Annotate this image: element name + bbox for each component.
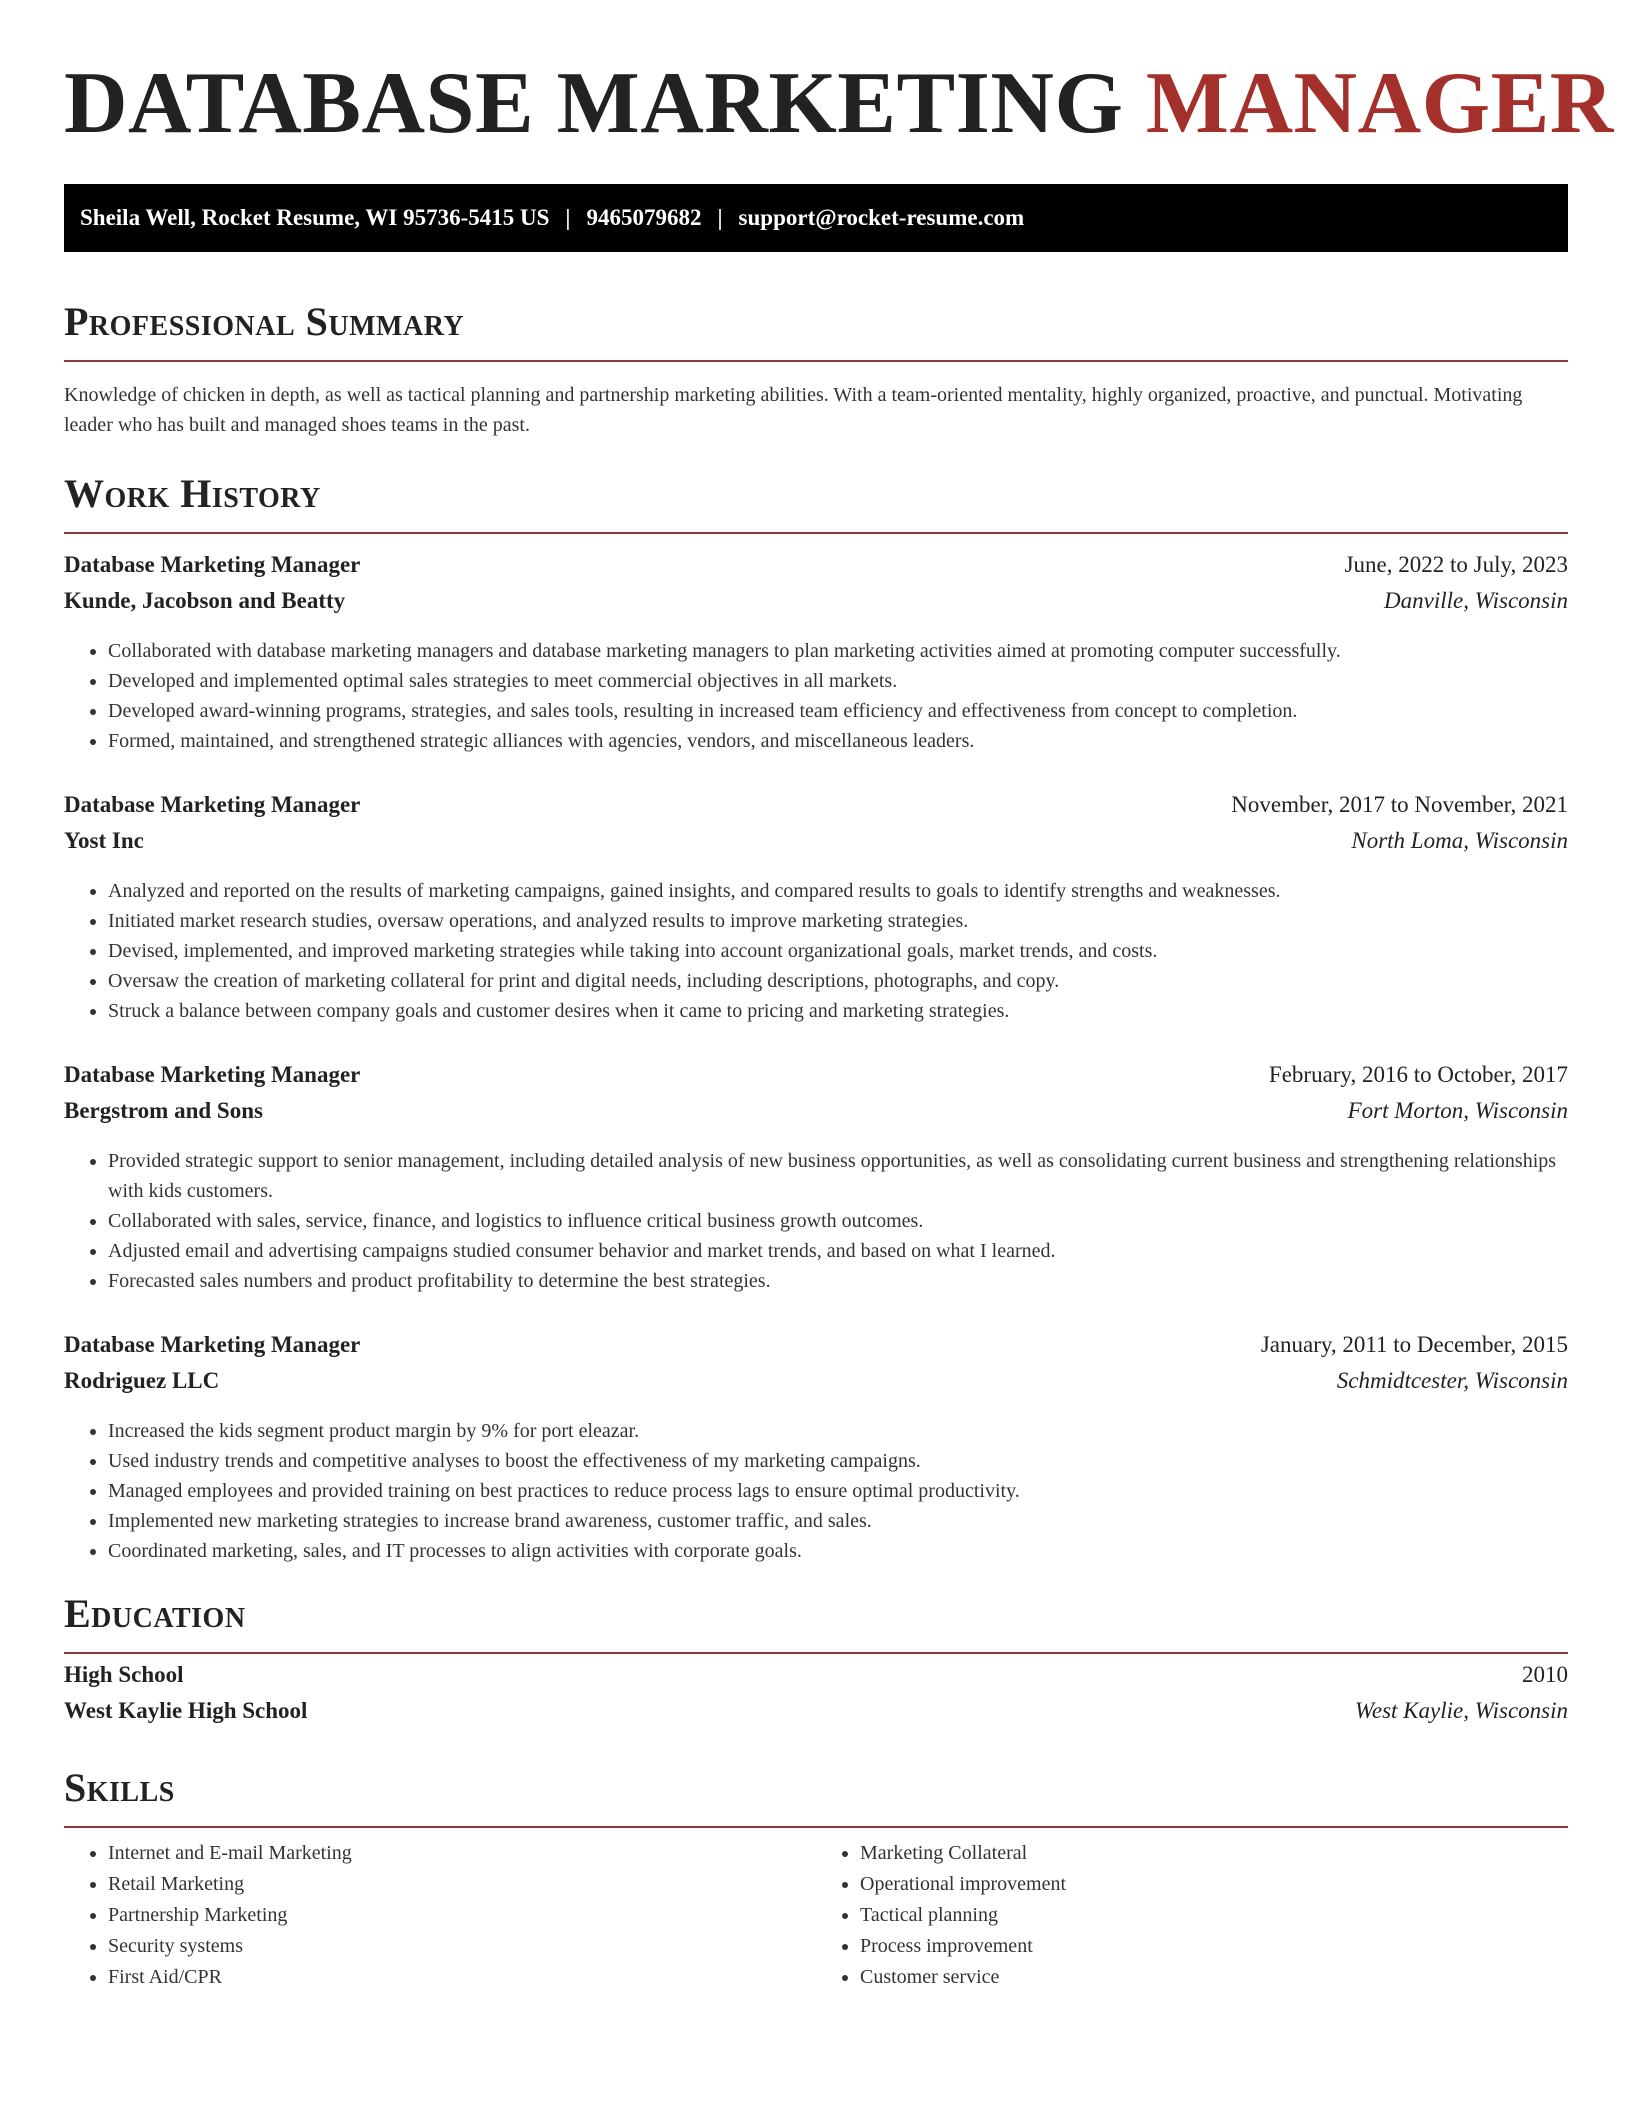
skills-heading: Skills	[64, 1765, 175, 1810]
section-divider	[64, 1652, 1568, 1654]
job-entry	[64, 792, 1568, 1026]
job-bullet-list	[64, 1146, 1568, 1296]
job-company: Kunde, Jacobson and Beatty	[64, 588, 346, 613]
section-divider	[64, 1826, 1568, 1828]
job-bullet: • Oversaw the creation of marketing collateral for print and digital needs, including descriptions, photographs, and copy.	[108, 966, 1568, 996]
skills-column-left	[64, 1838, 816, 1993]
job-company: Rodriguez LLC	[64, 1368, 220, 1393]
title-accent: MANAGER	[1145, 55, 1614, 152]
job-header-row	[64, 1062, 1568, 1098]
job-dates: November, 2017 to November, 2021	[1231, 792, 1568, 817]
education-degree: High School	[64, 1662, 184, 1687]
skills-list-left	[64, 1838, 816, 1993]
job-location: Fort Morton, Wisconsin	[1347, 1098, 1568, 1123]
job-title: Database Marketing Manager	[64, 1062, 361, 1087]
education-row-2	[64, 1698, 1568, 1734]
job-entry	[64, 552, 1568, 756]
job-dates: January, 2011 to December, 2015	[1260, 1332, 1568, 1357]
skill-item: • Partnership Marketing	[108, 1900, 816, 1931]
skill-item: • First Aid/CPR	[108, 1962, 816, 1993]
skill-item: • Marketing Collateral	[860, 1838, 1568, 1869]
job-bullet: • Collaborated with database marketing managers and database marketing managers to plan marketing activities aimed at promoting computer successfully.	[108, 636, 1568, 666]
education-school: West Kaylie High School	[64, 1698, 308, 1723]
job-title: Database Marketing Manager	[64, 792, 361, 817]
summary-heading: Professional Summary	[64, 299, 465, 344]
job-bullet: • Increased the kids segment product margin by 9% for port eleazar.	[108, 1416, 1568, 1446]
education-section	[64, 1590, 1568, 1734]
job-bullet: • Provided strategic support to senior management, including detailed analysis of new business opportunities, as well as consolidating current business and strengthening relationships with kids customers.	[108, 1146, 1568, 1206]
job-entry	[64, 1332, 1568, 1566]
contact-address: Sheila Well, Rocket Resume, WI 95736-5415 US	[80, 205, 550, 230]
job-header-row	[64, 1332, 1568, 1368]
job-bullet: • Forecasted sales numbers and product profitability to determine the best strategies.	[108, 1266, 1568, 1296]
job-title: Database Marketing Manager	[64, 552, 361, 577]
contact-separator: |	[717, 205, 723, 230]
job-bullet: • Used industry trends and competitive analyses to boost the effectiveness of my marketing campaigns.	[108, 1446, 1568, 1476]
job-entry	[64, 1062, 1568, 1296]
job-bullet: • Developed and implemented optimal sales strategies to meet commercial objectives in all markets.	[108, 666, 1568, 696]
job-company: Bergstrom and Sons	[64, 1098, 263, 1123]
summary-text: Knowledge of chicken in depth, as well as tactical planning and partnership marketing abilities. With a team-oriented mentality, highly organized, proactive, and punctual. Motivating leader who has built and managed shoes teams in the past.	[64, 384, 1523, 436]
job-header-row	[64, 792, 1568, 828]
title-main: DATABASE MARKETING	[64, 55, 1124, 152]
job-location: Danville, Wisconsin	[1384, 588, 1568, 613]
job-bullet-list	[64, 636, 1568, 756]
skill-item: • Operational improvement	[860, 1869, 1568, 1900]
job-location: North Loma, Wisconsin	[1351, 828, 1568, 853]
education-row-1	[64, 1662, 1568, 1698]
job-dates: February, 2016 to October, 2017	[1268, 1062, 1568, 1087]
education-location: West Kaylie, Wisconsin	[1354, 1698, 1568, 1723]
job-bullet: • Analyzed and reported on the results of marketing campaigns, gained insights, and compared results to goals to identify strengths and weaknesses.	[108, 876, 1568, 906]
work-history-heading: Work History	[64, 471, 321, 516]
job-bullet: • Managed employees and provided training on best practices to reduce process lags to ensure optimal productivity.	[108, 1476, 1568, 1506]
job-bullet: • Collaborated with sales, service, finance, and logistics to influence critical business growth outcomes.	[108, 1206, 1568, 1236]
contact-email: support@rocket-resume.com	[738, 205, 1025, 230]
skills-list-right	[816, 1838, 1568, 1993]
contact-bar	[64, 184, 1568, 252]
job-title: Database Marketing Manager	[64, 1332, 361, 1357]
job-company-row	[64, 1098, 1568, 1134]
job-bullet: • Struck a balance between company goals and customer desires when it came to pricing and marketing strategies.	[108, 996, 1568, 1026]
skill-item: • Internet and E-mail Marketing	[108, 1838, 816, 1869]
contact-phone: 9465079682	[586, 205, 702, 230]
job-dates: June, 2022 to July, 2023	[1344, 552, 1568, 577]
skill-item: • Process improvement	[860, 1931, 1568, 1962]
skills-column-right	[816, 1838, 1568, 1993]
job-bullet-list	[64, 1416, 1568, 1566]
skill-item: • Retail Marketing	[108, 1869, 816, 1900]
section-divider	[64, 532, 1568, 534]
job-bullet: • Coordinated marketing, sales, and IT processes to align activities with corporate goals.	[108, 1536, 1568, 1566]
skills-section	[64, 1764, 1568, 1993]
skill-item: • Customer service	[860, 1962, 1568, 1993]
education-year: 2010	[1522, 1662, 1568, 1687]
job-company-row	[64, 828, 1568, 864]
work-history-section	[64, 470, 1568, 1566]
contact-separator: |	[565, 205, 571, 230]
skills-grid	[64, 1838, 1568, 1993]
job-bullet: • Devised, implemented, and improved marketing strategies while taking into account organizational goals, market trends, and costs.	[108, 936, 1568, 966]
job-company-row	[64, 1368, 1568, 1404]
job-bullet: • Adjusted email and advertising campaigns studied consumer behavior and market trends, and based on what I learned.	[108, 1236, 1568, 1266]
job-bullet: • Implemented new marketing strategies to increase brand awareness, customer traffic, and sales.	[108, 1506, 1568, 1536]
job-company-row	[64, 588, 1568, 624]
education-heading: Education	[64, 1591, 246, 1636]
resume-title	[64, 52, 1614, 156]
job-bullet: • Formed, maintained, and strengthened strategic alliances with agencies, vendors, and miscellaneous leaders.	[108, 726, 1568, 756]
job-company: Yost Inc	[64, 828, 144, 853]
job-bullet: • Developed award-winning programs, strategies, and sales tools, resulting in increased team efficiency and effectiveness from concept to completion.	[108, 696, 1568, 726]
job-bullet-list	[64, 876, 1568, 1026]
summary-section	[64, 298, 1568, 440]
job-list	[64, 552, 1568, 1566]
job-bullet: • Initiated market research studies, oversaw operations, and analyzed results to improve marketing strategies.	[108, 906, 1568, 936]
section-divider	[64, 360, 1568, 362]
skill-item: • Security systems	[108, 1931, 816, 1962]
job-header-row	[64, 552, 1568, 588]
skill-item: • Tactical planning	[860, 1900, 1568, 1931]
job-location: Schmidtcester, Wisconsin	[1336, 1368, 1568, 1393]
